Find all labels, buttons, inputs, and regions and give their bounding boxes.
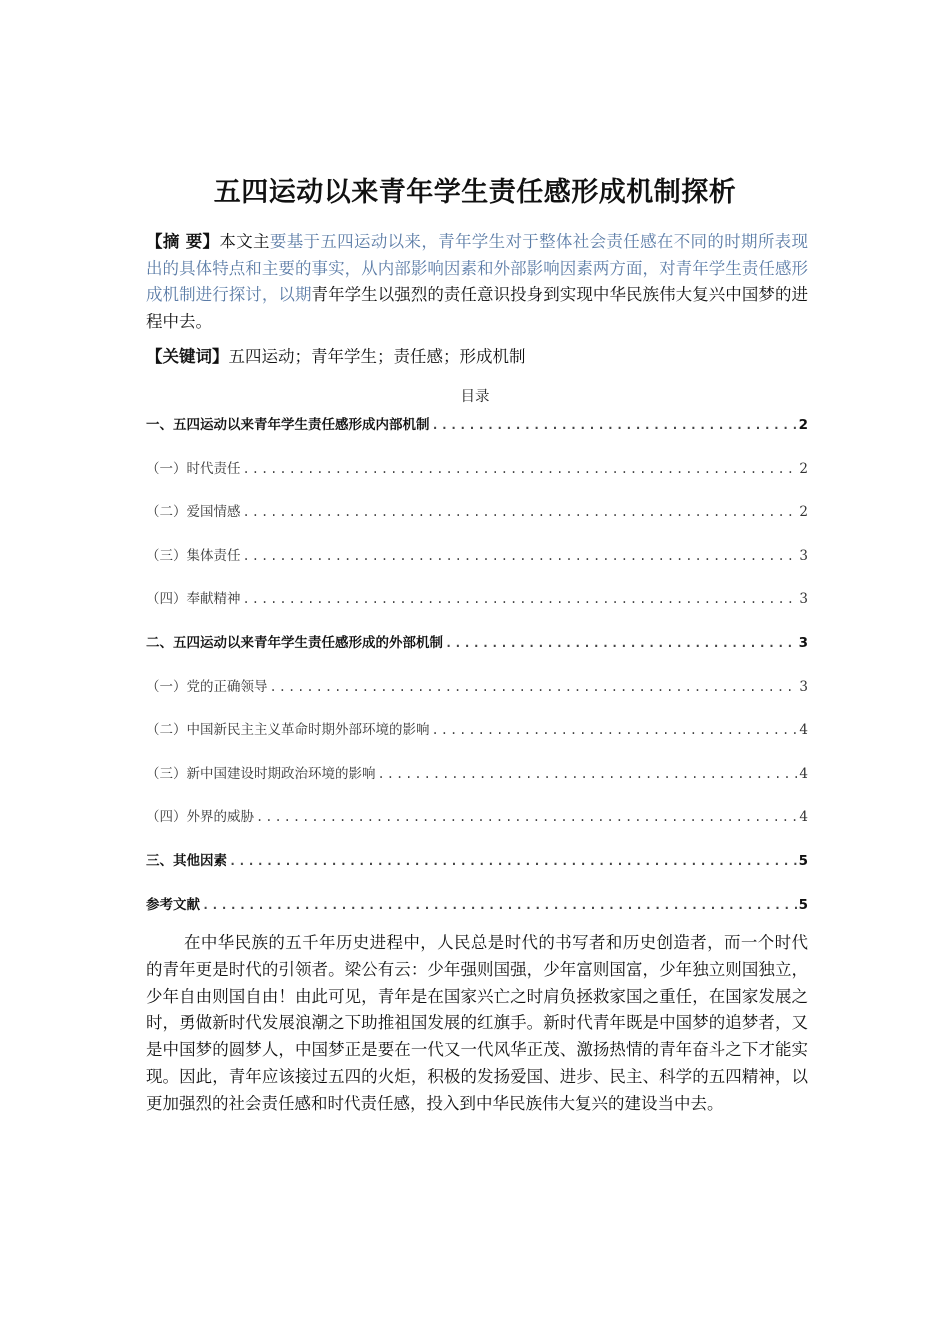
abstract-text-end: 青年学生以强烈的责任意识投身到实现中华民族伟大复兴中国梦的进程中去。	[146, 285, 809, 331]
toc-leader-dots	[202, 898, 797, 912]
abstract-text-highlight: 要基于五四运动以来，青年学生对于整体社会责任感在不同的时期所表现出的具体特点和主要的事实，从内部影响因素和外部影响因素两方面，对青年学生责任感形成机制进行探讨，以期	[146, 232, 809, 304]
toc-entry-label: （四）外界的威胁	[146, 809, 254, 826]
toc-entry-label: （三）新中国建设时期政治环境的影响	[146, 765, 376, 782]
toc-entry-page: 4	[799, 722, 808, 739]
toc-entry-page: 4	[799, 809, 808, 826]
toc-entry-label: （四）奉献精神	[146, 591, 241, 608]
toc-entry-label: 一、五四运动以来青年学生责任感形成内部机制	[146, 417, 430, 433]
toc-entry-page: 2	[799, 504, 808, 521]
toc-leader-dots	[432, 723, 798, 737]
toc-leader-dots	[229, 854, 797, 868]
toc-entry-page: 5	[798, 896, 808, 913]
keywords	[146, 344, 808, 370]
toc-entry[interactable]	[146, 500, 808, 520]
toc-entry-label: （一）时代责任	[146, 460, 241, 477]
toc-leader-dots	[378, 767, 798, 781]
keywords-text: 五四运动；青年学生；责任感；形成机制	[228, 347, 526, 366]
toc-entry-label: （二）中国新民主主义革命时期外部环境的影响	[146, 722, 430, 739]
toc-leader-dots	[445, 636, 797, 650]
toc-entry[interactable]	[146, 413, 808, 433]
toc-entry-page: 3	[799, 678, 808, 695]
keywords-label: 【关键词】	[146, 347, 229, 366]
toc-entry[interactable]	[146, 893, 808, 913]
toc-entry[interactable]	[146, 587, 808, 607]
toc-leader-dots	[243, 462, 798, 476]
toc-entry-label: （一）党的正确领导	[146, 678, 268, 695]
toc-entry-page: 4	[799, 765, 808, 782]
toc-heading: 目录	[460, 389, 490, 405]
document-title: 五四运动以来青年学生责任感形成机制探析	[213, 177, 737, 208]
toc-leader-dots	[432, 418, 797, 432]
toc-entry[interactable]	[146, 457, 808, 477]
toc-leader-dots	[243, 592, 798, 606]
toc-entry[interactable]	[146, 762, 808, 782]
abstract-text-start: 本文主	[219, 232, 270, 251]
body-paragraph: 在中华民族的五千年历史进程中，人民总是时代的书写者和历史创造者，而一个时代的青年更是时代的引领者。梁公有云：少年强则国强，少年富则国富，少年独立则国独立，少年自由则国自由！由此可见，青年是在国家兴亡之时肩负拯救家国之重任，在国家发展之时，勇做新时代发展浪潮之下助推祖国发展的红旗手。新时代青年既是中国梦的追梦者，又是中国梦的圆梦人，中国梦正是要在一代又一代风华正茂、激扬热情的青年奋斗之下才能实现。因此，青年应该接过五四的火炬，积极的发扬爱国、进步、民主、科学的五四精神，以更加强烈的社会责任感和时代责任感，投入到中华民族伟大复兴的建设当中去。	[146, 933, 808, 1113]
abstract	[146, 229, 808, 335]
toc-entry[interactable]	[146, 544, 808, 564]
toc-entry-page: 5	[798, 853, 808, 869]
toc-entry-page: 3	[799, 547, 808, 564]
toc-entry-label: 二、五四运动以来青年学生责任感形成的外部机制	[146, 635, 443, 651]
toc-entry[interactable]	[146, 805, 808, 825]
toc-leader-dots	[243, 505, 798, 519]
toc-entry-label: （三）集体责任	[146, 547, 241, 564]
toc-entry-label: （二）爱国情感	[146, 504, 241, 521]
toc-entry[interactable]	[146, 849, 808, 869]
abstract-label: 【摘 要】	[146, 232, 220, 251]
toc-entry-page: 2	[798, 417, 808, 433]
toc-leader-dots	[270, 680, 798, 694]
toc-leader-dots	[256, 810, 797, 824]
toc-entry[interactable]	[146, 675, 808, 695]
toc-entry-page: 3	[798, 635, 808, 651]
toc-entry-label: 参考文献	[146, 896, 200, 913]
toc-entry-label: 三、其他因素	[146, 853, 227, 869]
toc-entry[interactable]	[146, 718, 808, 738]
toc-entry-page: 2	[799, 460, 808, 477]
toc-leader-dots	[243, 549, 798, 563]
toc-entry-page: 3	[799, 591, 808, 608]
toc-entry[interactable]	[146, 631, 808, 651]
